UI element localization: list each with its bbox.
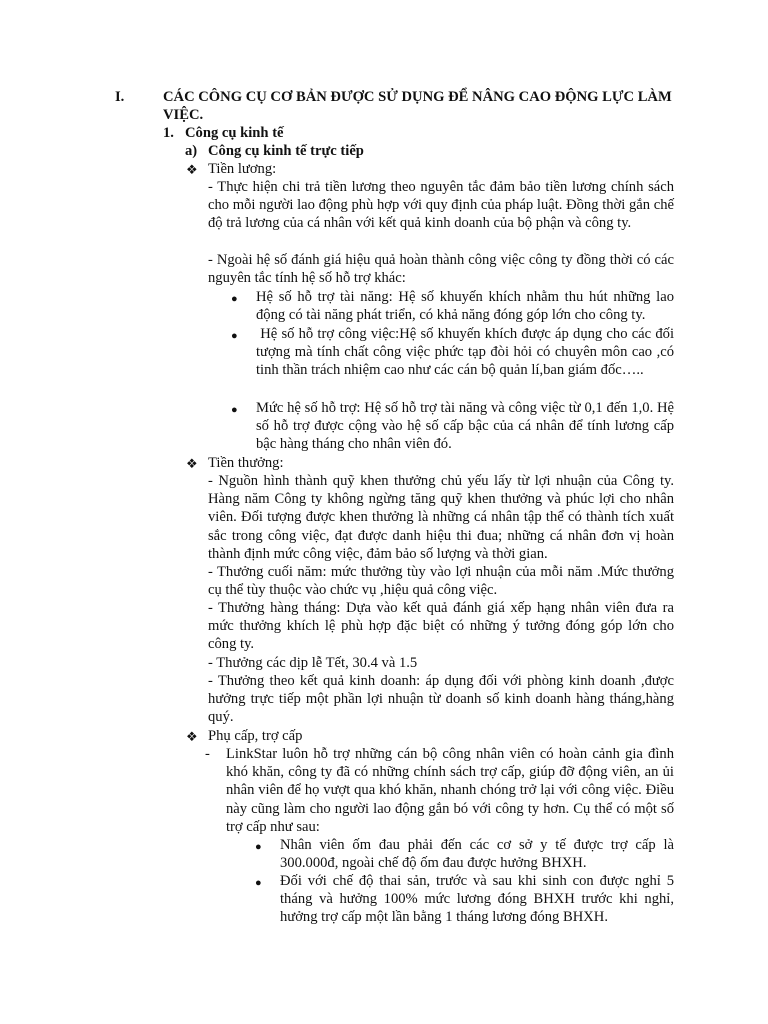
dash-marker: - xyxy=(205,746,210,762)
tien-luong-bullet-1: Hệ số hỗ trợ tài năng: Hệ số khuyến khích nhằm thu hút những lao động có tài năng phát triển, có khả năng đóng góp lớn cho công ty. xyxy=(256,289,674,324)
tien-thuong-paragraph-4: - Thưởng các dịp lễ Tết, 30.4 và 1.5 xyxy=(208,655,418,671)
section-diamond-icon: ❖ xyxy=(186,729,198,744)
tien-luong-paragraph-2: - Ngoài hệ số đánh giá hiệu quả hoàn thành công việc công ty đồng thời có các nguyên tắc tính hệ số hỗ trợ khác: xyxy=(208,252,674,287)
tien-luong-title: Tiền lương: xyxy=(208,161,277,177)
bullet-dot-icon: ● xyxy=(231,404,238,416)
bullet-dot-icon: ● xyxy=(255,877,262,889)
bullet-dot-icon: ● xyxy=(231,293,238,305)
heading2-number: 1. xyxy=(163,125,174,141)
heading1-number: I. xyxy=(115,89,125,105)
tien-thuong-paragraph-3: - Thưởng hàng tháng: Dựa vào kết quả đánh giá xếp hạng nhân viên đưa ra mức thưởng khích lệ phù hợp đặc biệt có những ý tưởng đóng góp lớn cho công ty. xyxy=(208,600,674,653)
heading3-title: Công cụ kinh tế trực tiếp xyxy=(208,143,364,159)
phu-cap-bullet-2: Đối với chế độ thai sản, trước và sau khi sinh con được nghỉ 5 tháng và hưởng 100% mức lương đóng BHXH trước khi nghỉ, hưởng trợ cấp một lần bằng 1 tháng lương đóng BHXH. xyxy=(280,873,674,926)
tien-luong-bullet-3: Mức hệ số hỗ trợ: Hệ số hỗ trợ tài năng và công việc từ 0,1 đến 1,0. Hệ số hỗ trợ được cộng vào hệ số cấp bậc của cá nhân để tính lương cấp bậc hàng tháng cho nhân viên đó. xyxy=(256,400,674,453)
heading2-title: Công cụ kinh tế xyxy=(185,125,284,141)
bullet-dot-icon: ● xyxy=(231,330,238,342)
tien-thuong-paragraph-5: - Thưởng theo kết quả kinh doanh: áp dụng đối với phòng kinh doanh ,được hưởng trực tiếp một phần lợi nhuận từ doanh số kinh doanh hàng tháng,hàng quý. xyxy=(208,673,674,726)
tien-luong-paragraph-1: - Thực hiện chi trả tiền lương theo nguyên tắc đảm bảo tiền lương chính sách cho mỗi người lao động phù hợp với quy định của pháp luật. Đồng thời gắn chế độ trả lương của cá nhân với kết quả kinh doanh của bộ phận và công ty. xyxy=(208,179,674,232)
tien-luong-bullet-2: Hệ số hỗ trợ công việc:Hệ số khuyến khích được áp dụng cho các đối tượng mà tính chất công việc phức tạp đòi hỏi có chuyên môn cao ,có tinh thần trách nhiệm cao như các cán bộ quản lí,ban giám đốc….. xyxy=(256,326,678,379)
heading3-number: a) xyxy=(185,143,198,159)
phu-cap-title: Phụ cấp, trợ cấp xyxy=(208,728,303,744)
section-diamond-icon: ❖ xyxy=(186,456,198,471)
phu-cap-bullet-1: Nhân viên ốm đau phải đến các cơ sở y tế được trợ cấp là 300.000đ, ngoài chế độ ốm đau được hưởng BHXH. xyxy=(280,837,674,872)
bullet-dot-icon: ● xyxy=(255,841,262,853)
section-diamond-icon: ❖ xyxy=(186,162,198,177)
tien-thuong-title: Tiền thưởng: xyxy=(208,455,284,471)
heading1-title: CÁC CÔNG CỤ CƠ BẢN ĐƯỢC SỬ DỤNG ĐỂ NÂNG CAO ĐỘNG LỰC LÀM VIỆC. xyxy=(163,89,672,124)
tien-thuong-paragraph-2: - Thưởng cuối năm: mức thưởng tùy vào lợi nhuận của mỗi năm .Mức thưởng cụ thể tùy thuộc vào chức vụ ,hiệu quả công việc. xyxy=(208,564,674,599)
phu-cap-paragraph-1: LinkStar luôn hỗ trợ những cán bộ công nhân viên có hoàn cảnh gia đình khó khăn, công ty đã có những chính sách trợ cấp, giúp đỡ động viên, an ủi nhân viên để họ vượt qua khó khăn, nhanh chóng trở lại với công việc. Điều này cũng làm cho người lao động gắn bó với công ty hơn. Cụ thể có một số trợ cấp như sau: xyxy=(226,746,674,835)
tien-thuong-paragraph-1: - Nguồn hình thành quỹ khen thưởng chủ yếu lấy từ lợi nhuận của Công ty. Hàng năm Công ty không ngừng tăng quỹ khen thưởng và phúc lợi cho nhân viên. Đối tượng được khen thưởng là những cá nhân tập thể có thành tích xuất sắc trong công việc, đạt được danh hiệu thi đua; những cá nhân đơn vị hoàn thành định mức công việc, đảm bảo số lượng và thời gian. xyxy=(208,473,674,562)
